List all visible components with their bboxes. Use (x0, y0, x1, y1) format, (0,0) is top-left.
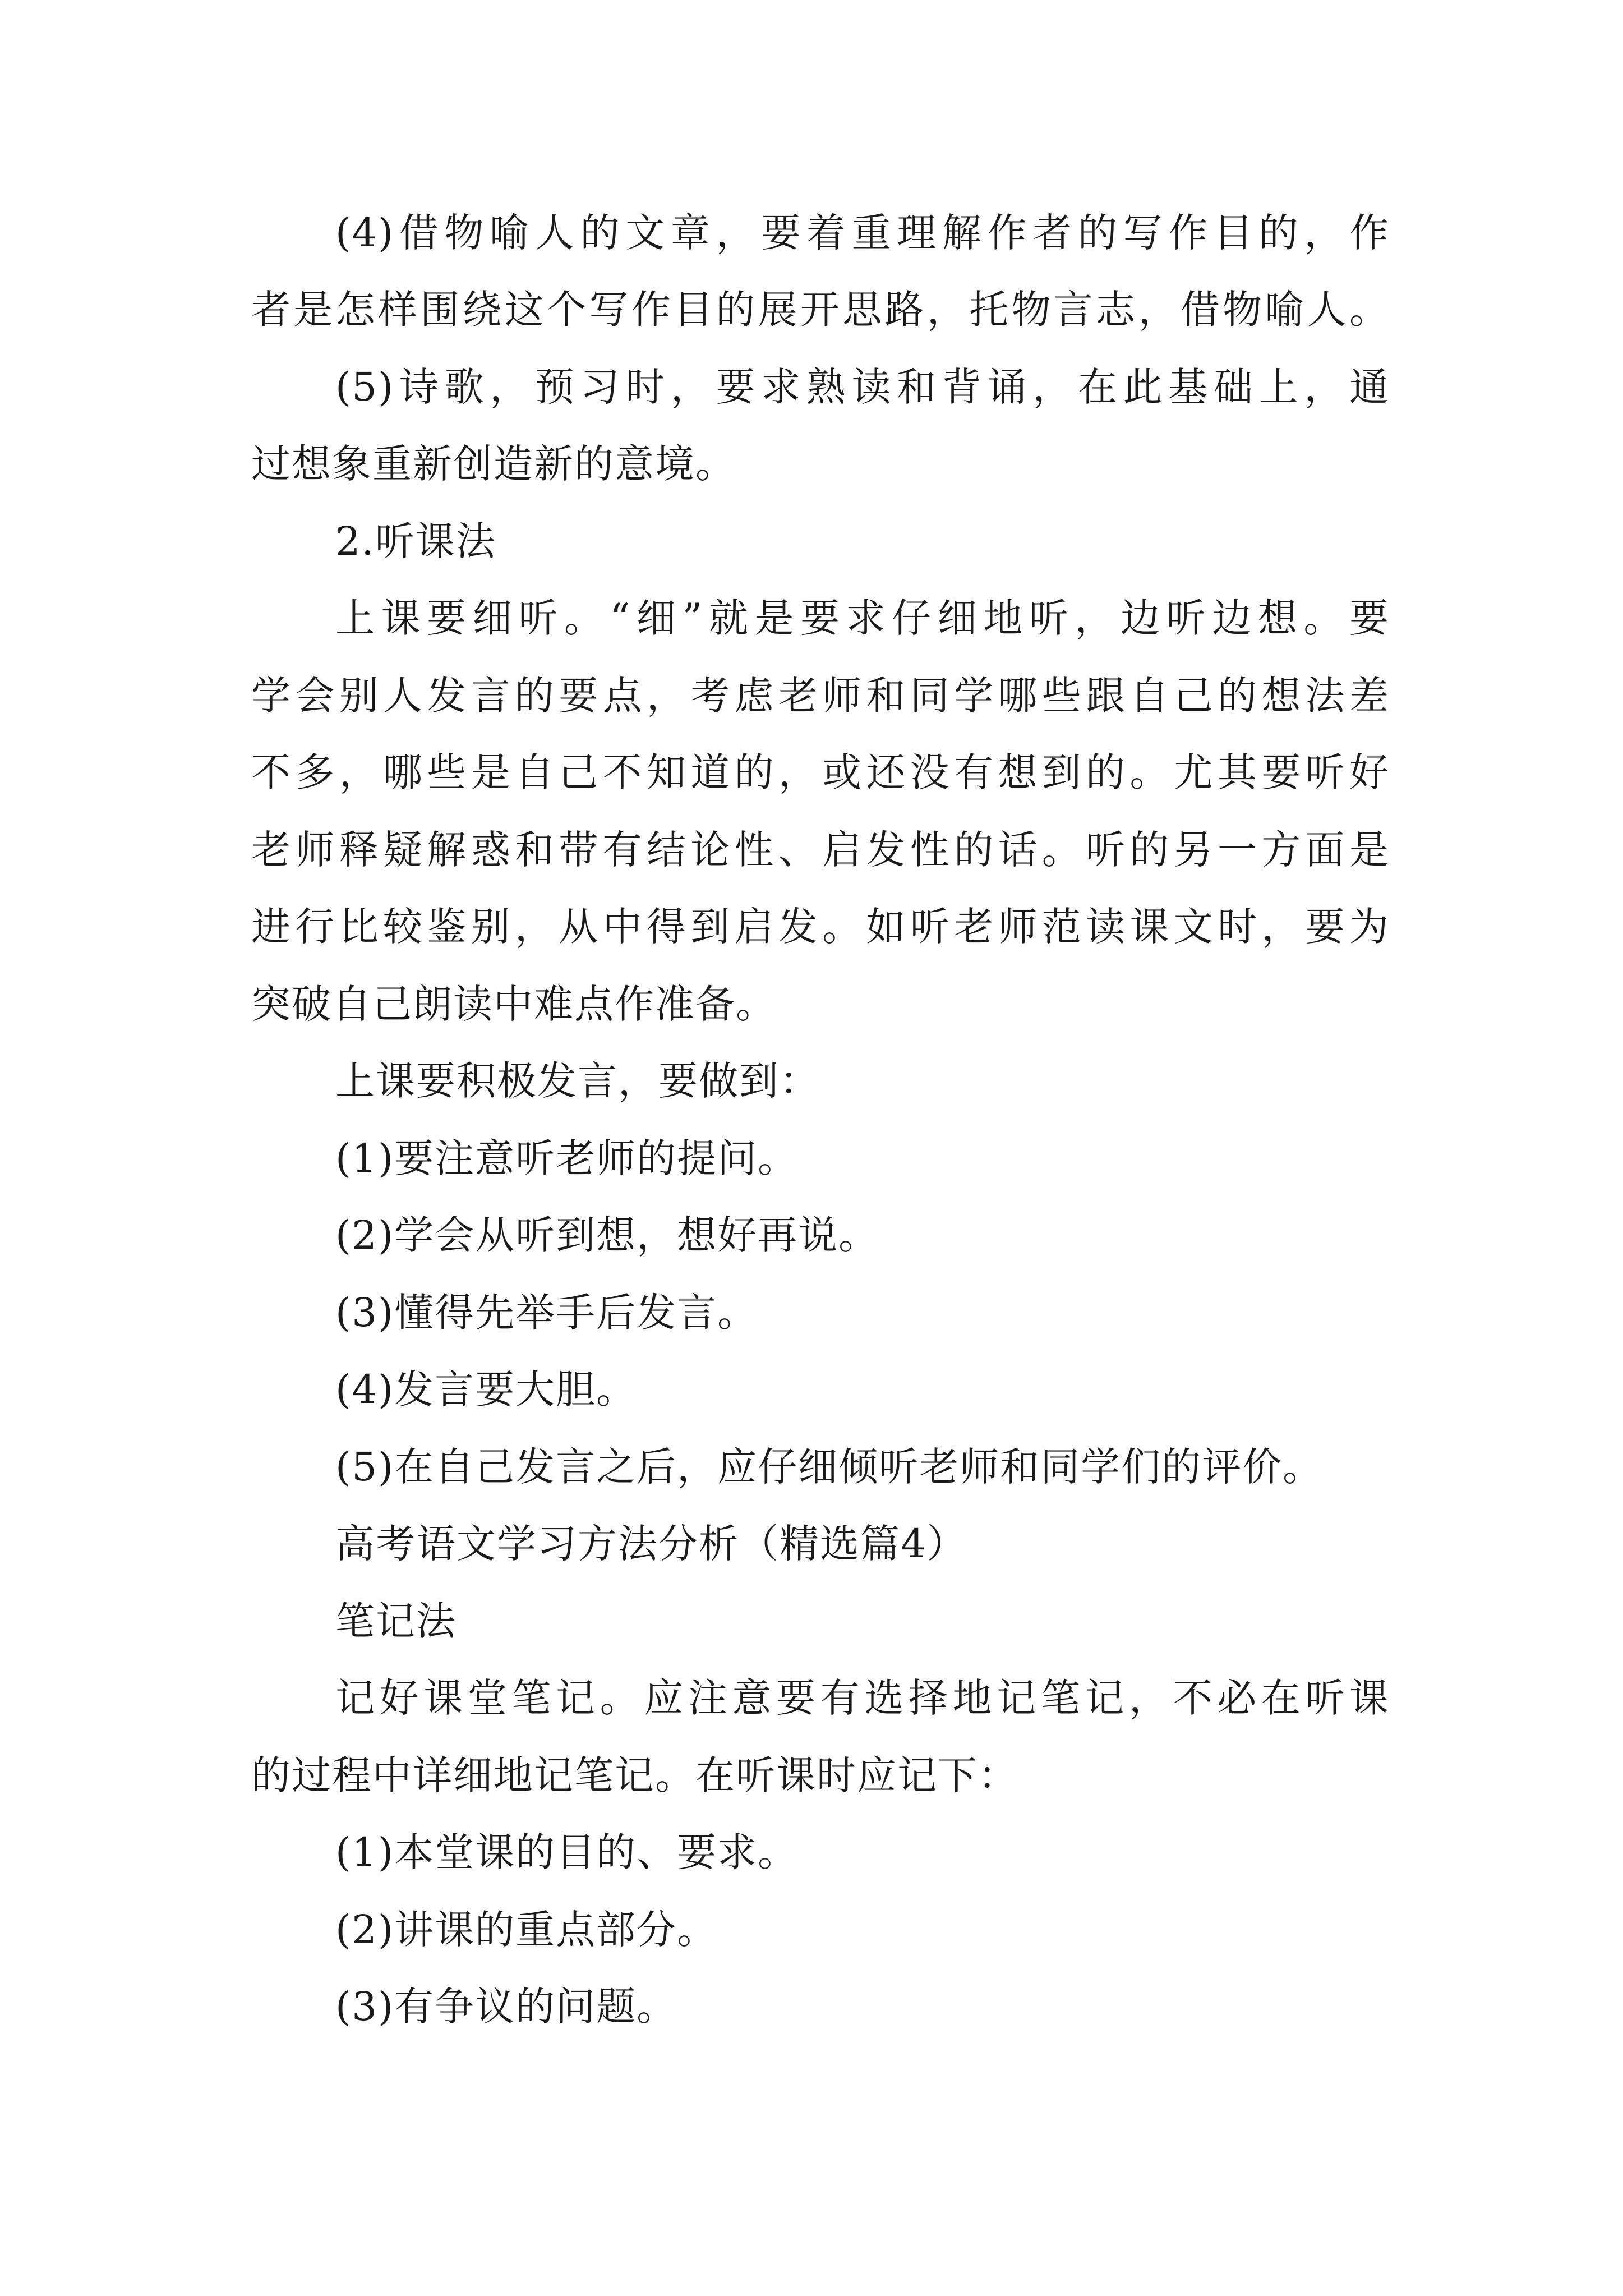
list-item-5: (5)在自己发言之后，应仔细倾听老师和同学们的评价。 (335, 1444, 1324, 1490)
section-title: 高考语文学习方法分析（精选篇4） (335, 1521, 967, 1567)
text-line-11: 突破自己朗读中难点作准备。 (251, 981, 776, 1027)
list-item-4: (4)发言要大胆。 (335, 1366, 637, 1412)
list-item-1: (1)要注意听老师的提问。 (335, 1135, 799, 1181)
list-item-2: (2)学会从听到想，想好再说。 (335, 1212, 879, 1258)
section-heading-notes: 笔记法 (335, 1598, 457, 1644)
text-line-1: (4)借物喻人的文章，要着重理解作者的写作目的，作 (335, 210, 1390, 256)
list-item-7: (2)讲课的重点部分。 (335, 1907, 718, 1953)
section-heading-listening: 2.听课法 (335, 518, 496, 564)
text-line-8: 不多，哪些是自己不知道的，或还没有想到的。尤其要听好 (251, 749, 1390, 795)
list-item-3: (3)懂得先举手后发言。 (335, 1290, 758, 1336)
text-line-10: 进行比较鉴别，从中得到启发。如听老师范读课文时，要为 (251, 904, 1390, 950)
text-line-4: 过想象重新创造新的意境。 (251, 441, 736, 487)
text-line-9: 老师释疑解惑和带有结论性、启发性的话。听的另一方面是 (251, 827, 1390, 873)
text-line-3: (5)诗歌，预习时，要求熟读和背诵，在此基础上，通 (335, 364, 1390, 410)
text-line-21: 的过程中详细地记笔记。在听课时应记下： (251, 1752, 1018, 1798)
text-line-12: 上课要积极发言，要做到： (335, 1058, 820, 1104)
list-item-8: (3)有争议的问题。 (335, 1984, 677, 2030)
text-line-7: 学会别人发言的要点，考虑老师和同学哪些跟自己的想法差 (251, 673, 1390, 719)
text-line-2: 者是怎样围绕这个写作目的展开思路，托物言志，借物喻人。 (251, 287, 1390, 333)
text-line-20: 记好课堂笔记。应注意要有选择地记笔记，不必在听课 (335, 1675, 1390, 1721)
list-item-6: (1)本堂课的目的、要求。 (335, 1829, 799, 1875)
text-line-6: 上课要细听。“细”就是要求仔细地听，边听边想。要 (335, 595, 1390, 641)
